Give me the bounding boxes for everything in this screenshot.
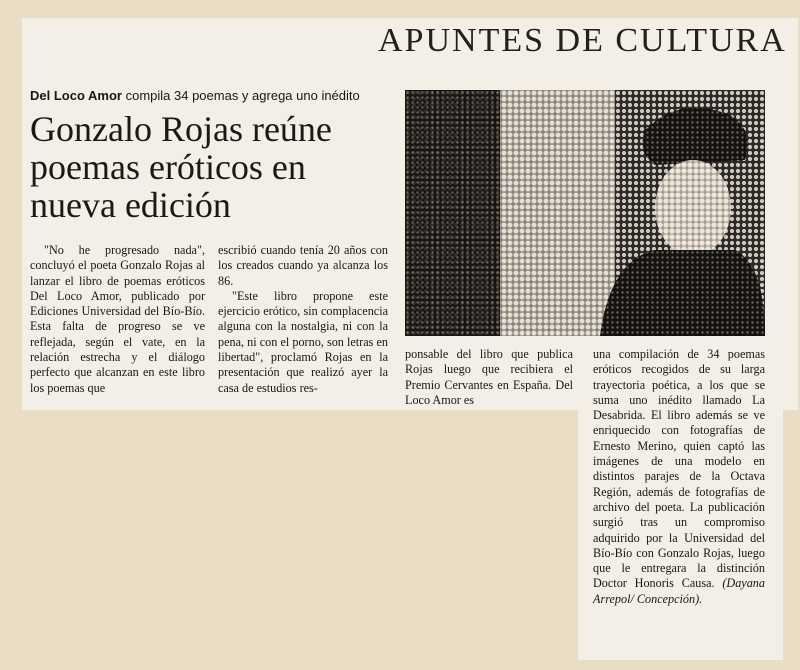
kicker — [30, 88, 360, 103]
paragraph — [593, 347, 765, 607]
paragraph: escribió cuando tenía 20 años con los creados cuando ya alcanza los 86. — [218, 243, 388, 288]
article-column-1 — [30, 243, 205, 396]
section-header: APUNTES DE CULTURA — [378, 22, 787, 59]
kicker-rest: compila 34 poemas y agrega uno inédito — [121, 88, 360, 103]
paragraph: "Este libro propone este ejercicio erótico, sin complacencia alguna con la nostalgia, ni con la pena, ni con el porno, son letras en libertad", proclamó Rojas en la presentación que realizó ayer la casa de estudios res- — [218, 288, 388, 395]
article-column-3 — [405, 347, 573, 408]
article-column-4 — [593, 347, 765, 607]
paragraph: "No he progresado nada", concluyó el poeta Gonzalo Rojas al lanzar el libro de poemas eróticos Del Loco Amor, publicado por Ediciones Universidad del Bío-Bío. Esta falta de progreso se ve reflejada, según el vate, en la relación estrecha y el diálogo perfecto que alcanzan en este libro los poemas que — [30, 243, 205, 395]
kicker-bold: Del Loco Amor — [30, 88, 122, 103]
paragraph-text: una compilación de 34 poemas eróticos recogidos de su larga trayectoria poética, a los que se suma uno inédito llamado La Desabrida. El libro además se ve enriquecido con fotografías de Ernesto Merino, quien captó las imágenes de una modelo en distintos parajes de la Octava Región, además de fotografías de archivo del poeta. La publicación surgió tras un compromiso adquirido por la Universidad del Bío-Bío con Gonzalo Rojas, luego que le entregara la distinción Doctor Honoris Causa. — [593, 347, 765, 591]
author-portrait-photo — [405, 90, 765, 336]
article-column-2 — [218, 243, 388, 396]
author-credit: (Dayana Arrepol/ Concepción). — [593, 576, 765, 606]
paragraph: ponsable del libro que publica Rojas luego que recibiera el Premio Cervantes en España. Del Loco Amor es — [405, 347, 573, 407]
headline: Gonzalo Rojas reúne poemas eróticos en nueva edición — [30, 109, 332, 225]
